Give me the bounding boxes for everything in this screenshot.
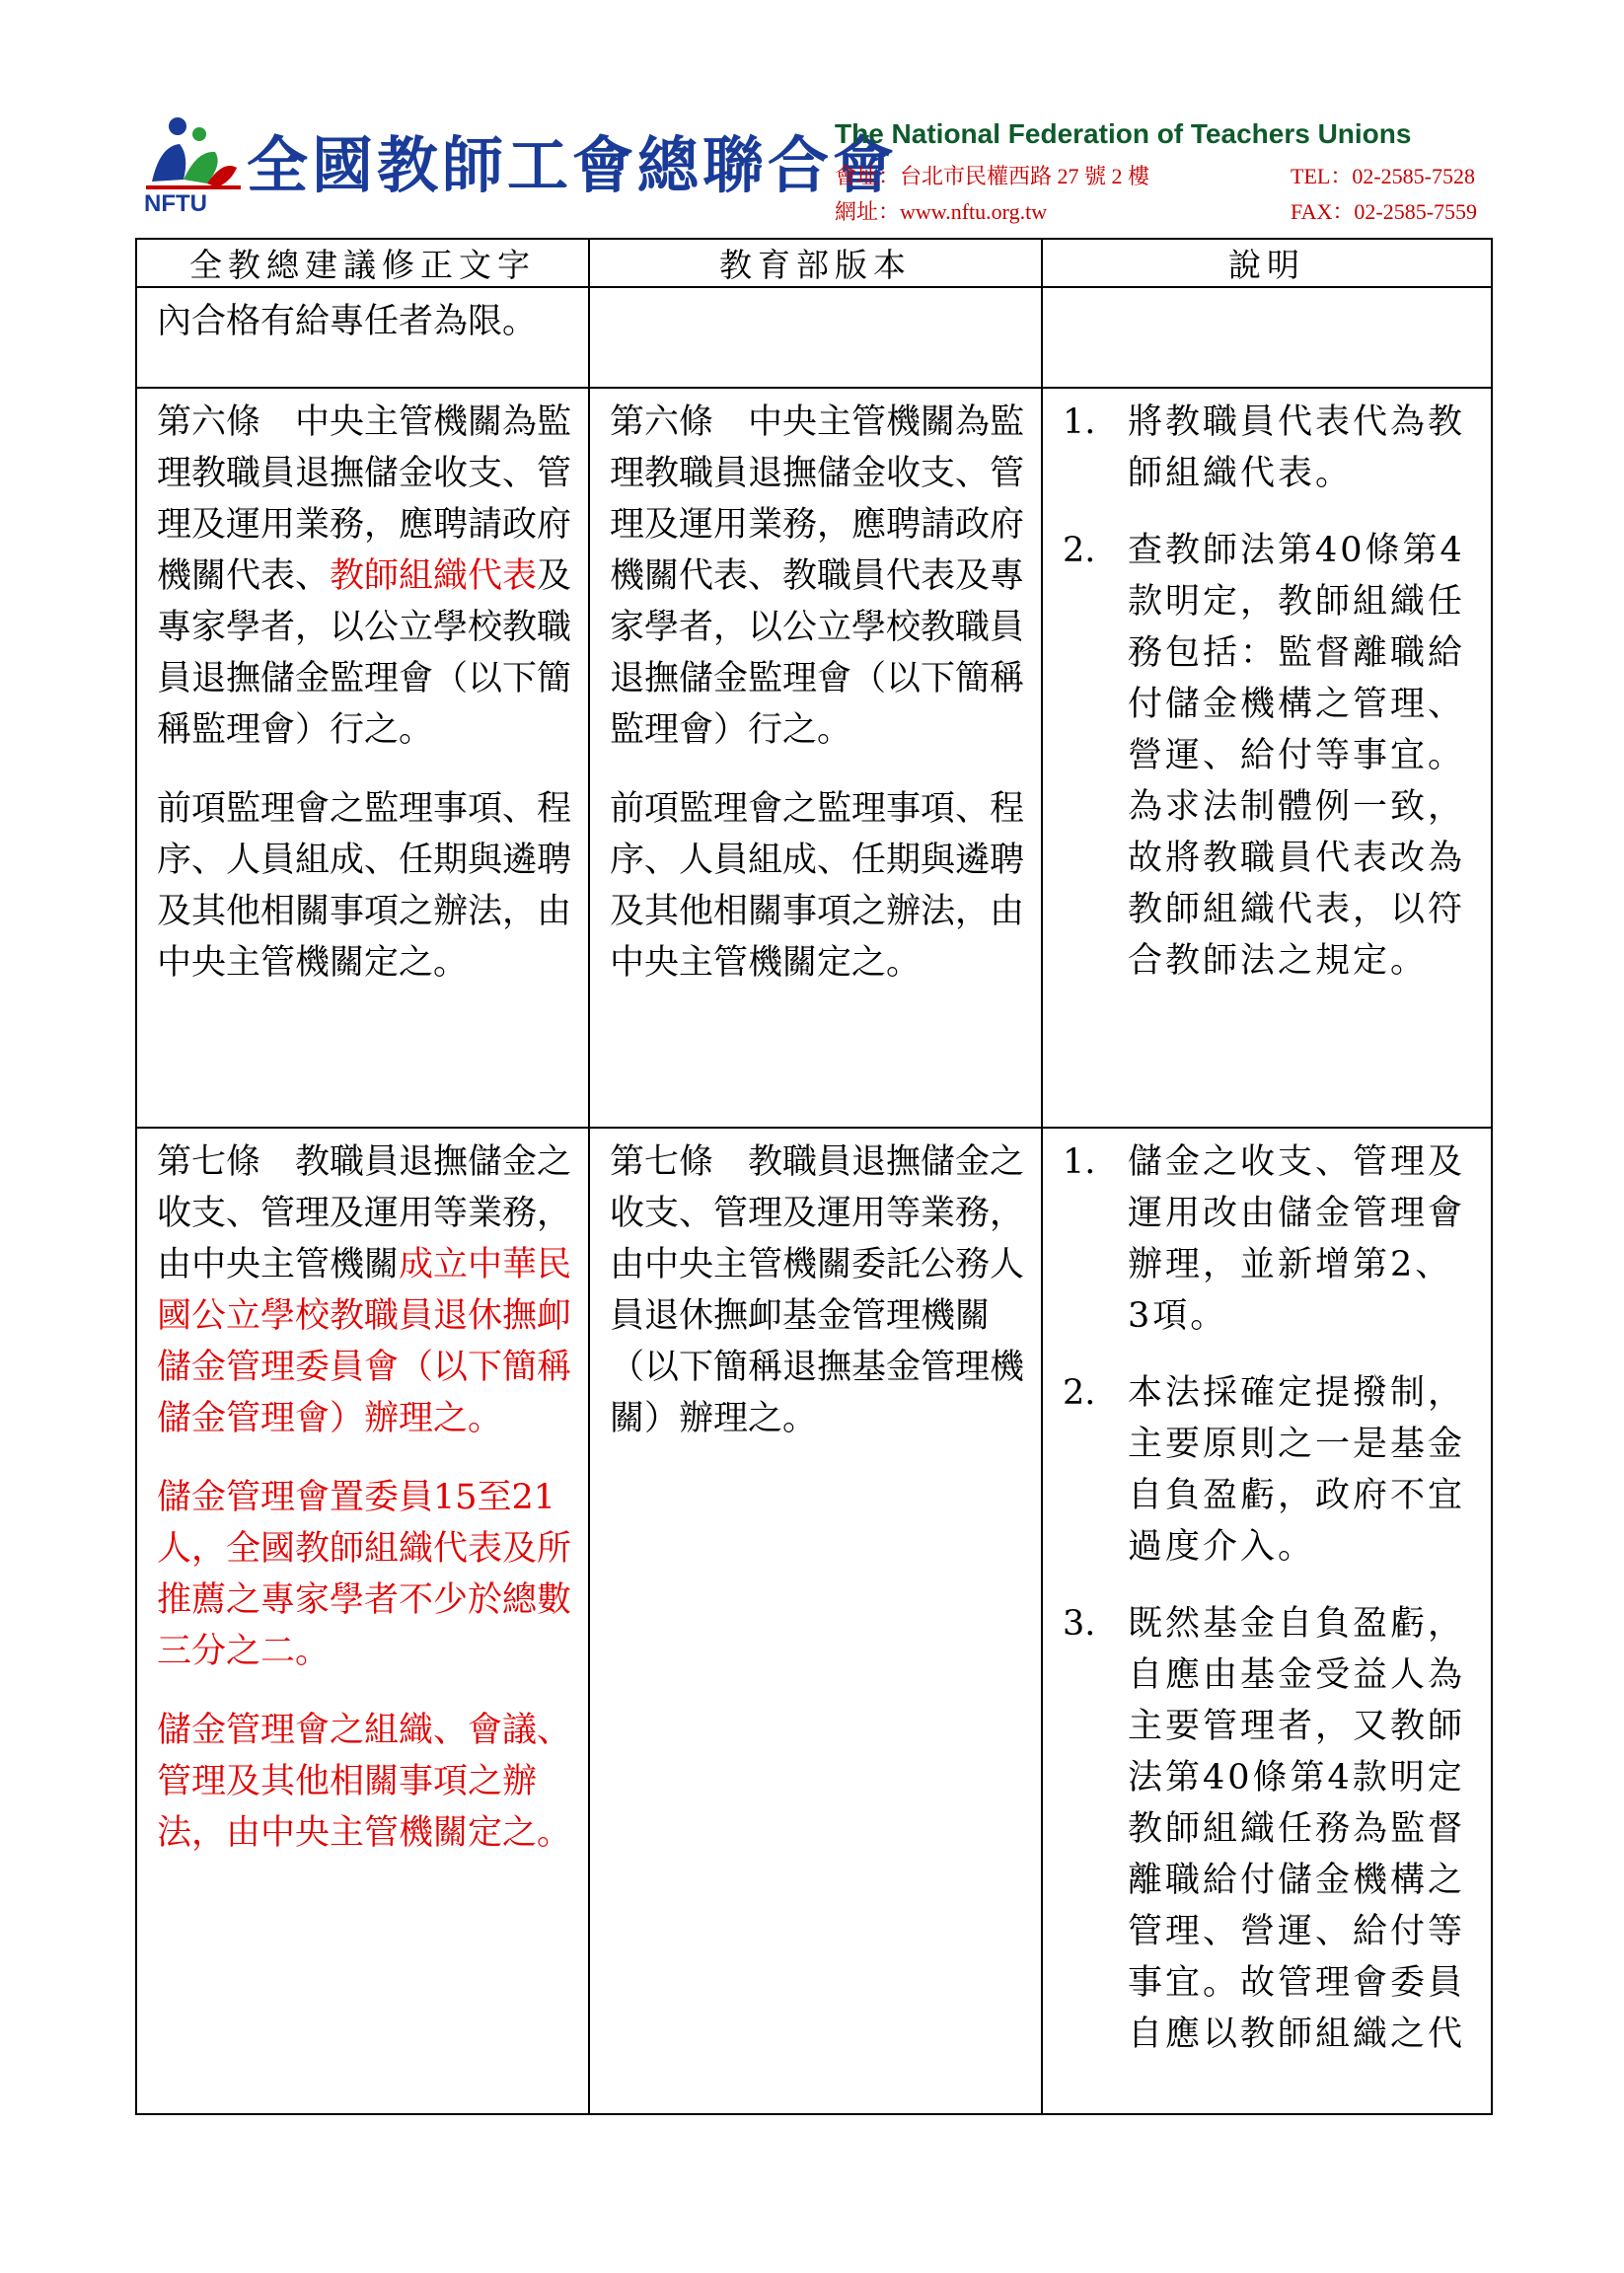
note-text: 儲金之收支、管理及運用改由儲金管理會辦理，並新增第2、3項。 xyxy=(1128,1142,1466,1336)
row0-proposed-text: 內合格有給專任者為限。 xyxy=(157,302,538,341)
note-number: 2. xyxy=(1063,1373,1096,1413)
note-text: 查教師法第40條第4款明定，教師組織任務包括：監督離職給付儲金機構之管理、營運、給付等事宜。為求法制體例一致，故將教職員代表改為教師組織代表，以符合教師法之規定。 xyxy=(1128,531,1466,981)
note-text: 本法採確定提撥制，主要原則之一是基金自負盈虧，政府不宜過度介入。 xyxy=(1128,1373,1466,1567)
article7-proposed-cell xyxy=(136,1128,589,2114)
org-fax: FAX：02-2585-7559 xyxy=(1291,199,1478,224)
table-row xyxy=(136,388,1492,1128)
header-explanation: 說明 xyxy=(1042,239,1492,287)
list-item xyxy=(1063,1136,1477,1342)
note-number: 1. xyxy=(1063,1142,1096,1182)
article7-proposed-para3: 儲金管理會之組織、會議、管理及其他相關事項之辦法，由中央主管機關定之。 xyxy=(157,1711,572,1853)
header-proposed-text: 全教總建議修正文字 xyxy=(136,239,589,287)
note-list xyxy=(1063,397,1477,987)
org-tel: TEL：02-2585-7528 xyxy=(1291,164,1475,188)
logo-text: NFTU xyxy=(144,190,207,217)
red-amendment-text: 教師組織代表 xyxy=(330,556,538,596)
row0-ministry-cell xyxy=(589,287,1042,388)
table-header-row xyxy=(136,239,1492,287)
note-text: 既然基金自負盈虧，自應由基金受益人為主要管理者，又教師法第40條第4款明定教師組織任務為監督離職給付儲金機構之管理、營運、給付等事宜。故管理會委員自應以教師組織之代 xyxy=(1128,1604,1466,2054)
article6-proposed-para1 xyxy=(157,397,574,756)
note-text: 將教職員代表代為教師組織代表。 xyxy=(1128,403,1466,493)
row0-proposed-cell xyxy=(136,287,589,388)
header-ministry-version: 教育部版本 xyxy=(589,239,1042,287)
article7-proposed-para1 xyxy=(157,1136,574,1444)
article6-proposed-para2: 前項監理會之監理事項、程序、人員組成、任期與遴聘及其他相關事項之辦法，由中央主管機關定之。 xyxy=(157,789,572,983)
list-item xyxy=(1063,1598,1477,2060)
note-number: 3. xyxy=(1063,1604,1096,1644)
article6-note-cell xyxy=(1042,388,1492,1128)
note-list xyxy=(1063,1136,1477,2060)
note-number: 1. xyxy=(1063,403,1096,442)
article6-ministry-para1: 第六條 中央主管機關為監理教職員退撫儲金收支、管理及運用業務，應聘請政府機關代表、教職員代表及專家學者，以公立學校教職員退撫儲金監理會（以下簡稱監理會）行之。 xyxy=(610,403,1025,750)
org-name-chinese: 全國教師工會總聯合會 xyxy=(247,129,899,201)
article6-ministry-para2: 前項監理會之監理事項、程序、人員組成、任期與遴聘及其他相關事項之辦法，由中央主管機關定之。 xyxy=(610,789,1025,983)
article7-proposed-para2: 儲金管理會置委員15至21人，全國教師組織代表及所推薦之專家學者不少於總數三分之二。 xyxy=(157,1478,572,1671)
nftu-logo xyxy=(138,110,247,219)
table-row xyxy=(136,287,1492,388)
list-item xyxy=(1063,525,1477,987)
text-run: 第七條 教職員退撫儲金之收支、管理及運用等業務，由中央主管機關 xyxy=(157,1142,572,1284)
article6-proposed-cell xyxy=(136,388,589,1128)
nftu-emblem-icon xyxy=(138,110,247,219)
row0-note-cell xyxy=(1042,287,1492,388)
list-item xyxy=(1063,397,1477,499)
article7-note-cell xyxy=(1042,1128,1492,2114)
table-row xyxy=(136,1128,1492,2114)
org-address: 會址：台北市民權西路 27 號 2 樓 xyxy=(835,164,1150,188)
article7-ministry-para1: 第七條 教職員退撫儲金之收支、管理及運用等業務，由中央主管機關委託公務人員退休撫卹基金管理機關（以下簡稱退撫基金管理機關）辦理之。 xyxy=(610,1142,1025,1438)
comparison-table xyxy=(135,238,1493,2115)
note-number: 2. xyxy=(1063,531,1096,570)
article7-ministry-cell xyxy=(589,1128,1042,2114)
org-name-english: The National Federation of Teachers Unions xyxy=(835,118,1412,149)
article6-ministry-cell xyxy=(589,388,1042,1128)
red-amendment-text: 成立中華民國公立學校教職員退休撫卹儲金管理委員會（以下簡稱儲金管理會）辦理之。 xyxy=(157,1245,572,1438)
text-run: 第六條 中央主管機關為監理教職員退撫儲金收支、管理及運用業務，應聘請政府機關代表、 xyxy=(157,403,572,596)
list-item xyxy=(1063,1367,1477,1573)
text-run: 及專家學者，以公立學校教職員退撫儲金監理會（以下簡稱監理會）行之。 xyxy=(157,556,572,750)
org-website[interactable]: 網址：www.nftu.org.tw xyxy=(835,199,1048,224)
